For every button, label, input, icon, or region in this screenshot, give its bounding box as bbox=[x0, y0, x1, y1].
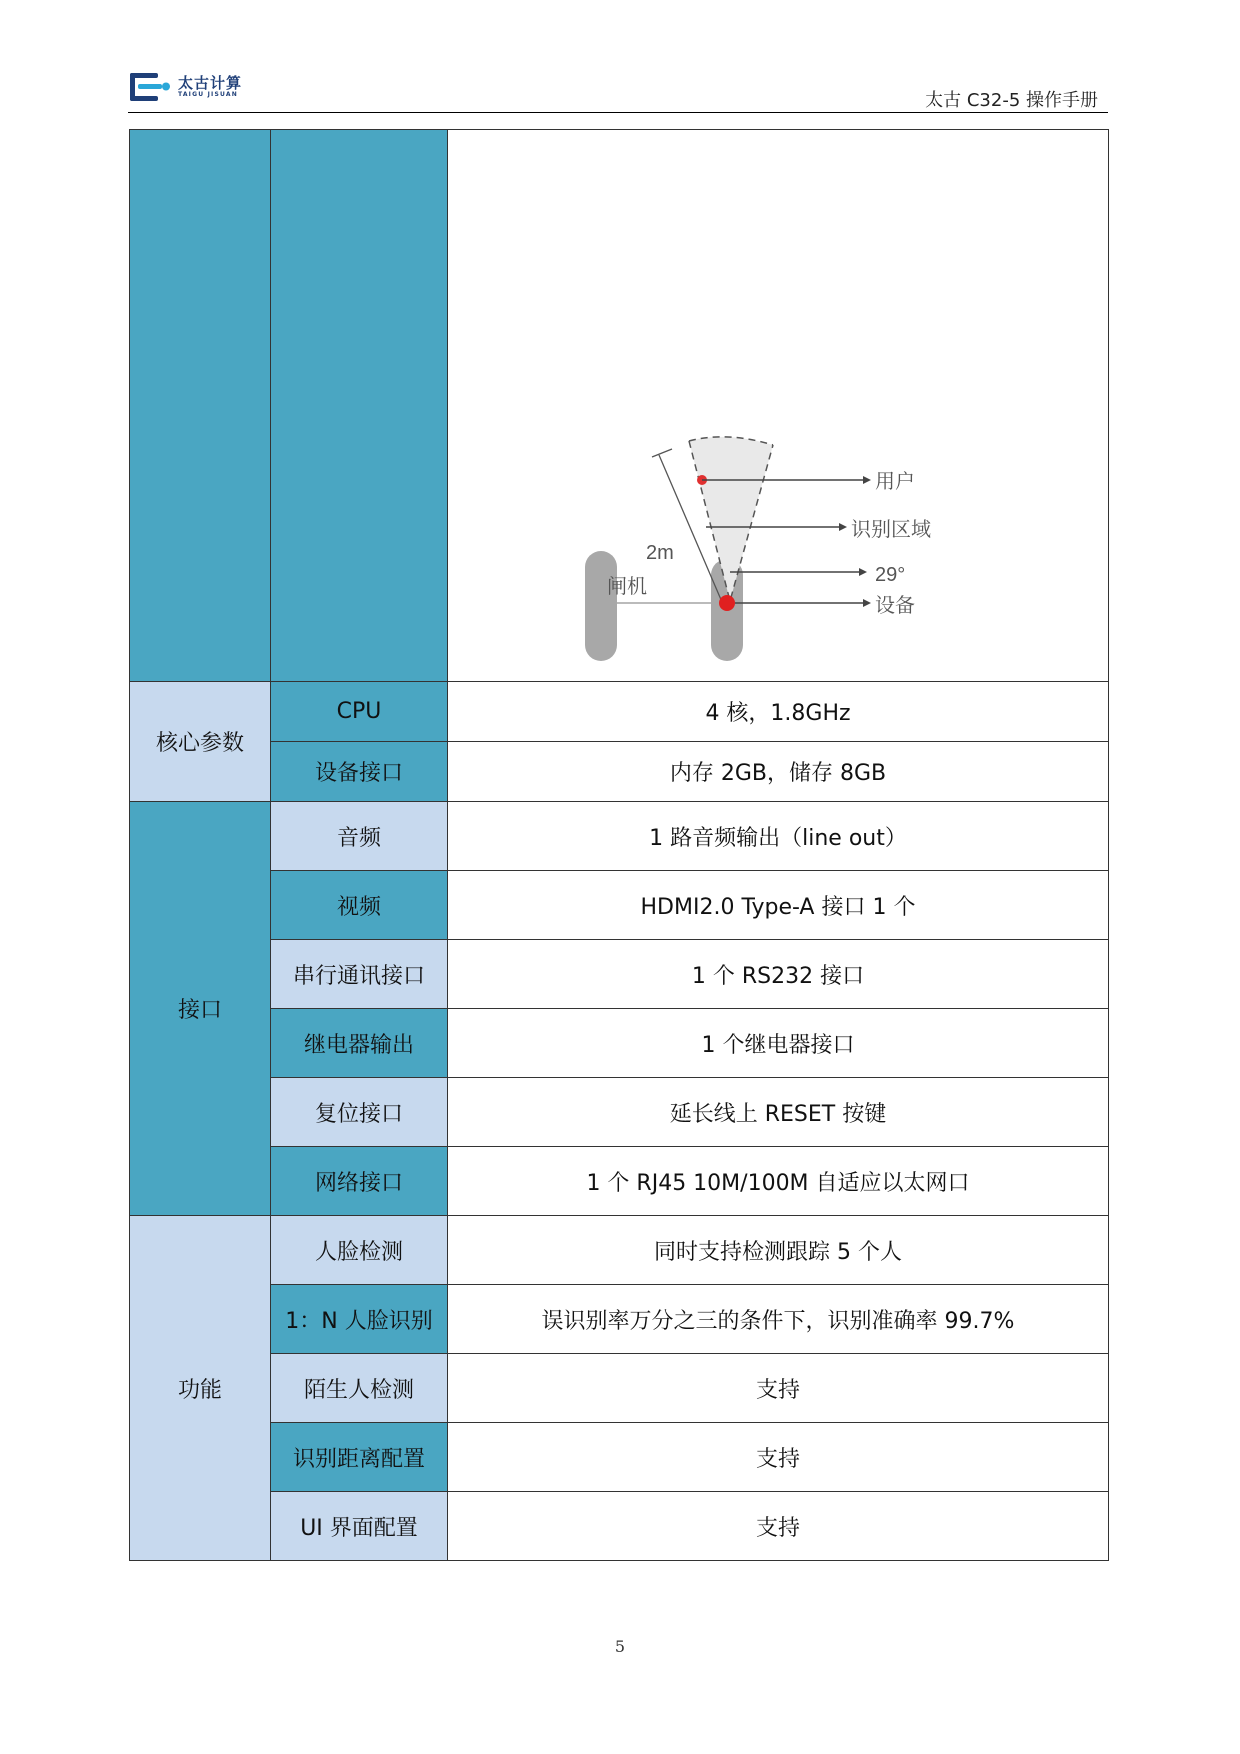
table-row bbox=[130, 940, 1109, 1009]
page-number: 5 bbox=[614, 1637, 626, 1656]
table-row bbox=[130, 742, 1109, 802]
row-label: UI 界面配置 bbox=[271, 1492, 448, 1561]
row-value: HDMI2.0 Type-A 接口 1 个 bbox=[448, 871, 1109, 940]
row-value: 1 路音频输出（line out） bbox=[448, 802, 1109, 871]
distance-label: 2m bbox=[645, 541, 674, 564]
recognition-zone-fill bbox=[689, 436, 773, 600]
gate-label: 闸机 bbox=[606, 573, 647, 598]
diagram-label-cell bbox=[271, 130, 448, 682]
user-label: 用户 bbox=[874, 468, 915, 493]
recognition-zone-diagram bbox=[449, 131, 1108, 681]
row-value: 支持 bbox=[448, 1354, 1109, 1423]
diagram-group-cell bbox=[130, 130, 271, 682]
row-value: 1 个 RJ45 10M/100M 自适应以太网口 bbox=[448, 1147, 1109, 1216]
page-header bbox=[128, 62, 1108, 113]
logo-icon bbox=[128, 70, 174, 104]
angle-label: 29° bbox=[874, 563, 905, 586]
logo-text-cn: 太古计算 bbox=[178, 74, 243, 92]
row-label: 识别距离配置 bbox=[271, 1423, 448, 1492]
gate-shape bbox=[585, 551, 617, 661]
row-label: 继电器输出 bbox=[271, 1009, 448, 1078]
row-label: 人脸检测 bbox=[271, 1216, 448, 1285]
group-cell-interfaces: 接口 bbox=[130, 802, 271, 1216]
row-value: 1 个继电器接口 bbox=[448, 1009, 1109, 1078]
group-cell-core-params: 核心参数 bbox=[130, 682, 271, 802]
row-label: 音频 bbox=[271, 802, 448, 871]
table-row bbox=[130, 1492, 1109, 1561]
device-dot bbox=[719, 595, 735, 611]
row-value: 支持 bbox=[448, 1492, 1109, 1561]
spec-table bbox=[129, 129, 1109, 1561]
table-row bbox=[130, 1354, 1109, 1423]
row-value: 1 个 RS232 接口 bbox=[448, 940, 1109, 1009]
row-label: 设备接口 bbox=[271, 742, 448, 802]
table-row bbox=[130, 682, 1109, 742]
row-value: 4 核，1.8GHz bbox=[448, 682, 1109, 742]
row-value: 同时支持检测跟踪 5 个人 bbox=[448, 1216, 1109, 1285]
logo-text-en: TAIGU JISUAN bbox=[178, 91, 238, 98]
row-label: 串行通讯接口 bbox=[271, 940, 448, 1009]
row-label: 1：N 人脸识别 bbox=[271, 1285, 448, 1354]
row-label: 网络接口 bbox=[271, 1147, 448, 1216]
row-value: 支持 bbox=[448, 1423, 1109, 1492]
row-value: 延长线上 RESET 按键 bbox=[448, 1078, 1109, 1147]
table-row bbox=[130, 1078, 1109, 1147]
group-cell-functions: 功能 bbox=[130, 1216, 271, 1561]
table-row bbox=[130, 1009, 1109, 1078]
zone-arrow bbox=[839, 523, 847, 531]
diagram-cell bbox=[448, 130, 1109, 682]
document-title: 太古 C32-5 操作手册 bbox=[925, 90, 1098, 111]
table-row bbox=[130, 1285, 1109, 1354]
zone-label: 识别区域 bbox=[850, 516, 931, 541]
row-label: 陌生人检测 bbox=[271, 1354, 448, 1423]
device-label: 设备 bbox=[874, 592, 915, 617]
distance-tick bbox=[652, 449, 672, 457]
row-label: 视频 bbox=[271, 871, 448, 940]
diagram-row bbox=[130, 130, 1109, 682]
row-label: 复位接口 bbox=[271, 1078, 448, 1147]
table-row bbox=[130, 1423, 1109, 1492]
angle-arrow bbox=[859, 568, 867, 576]
device-arrow bbox=[863, 599, 871, 607]
table-row bbox=[130, 1216, 1109, 1285]
table-row bbox=[130, 802, 1109, 871]
company-logo bbox=[128, 70, 242, 104]
table-row bbox=[130, 1147, 1109, 1216]
row-value: 内存 2GB，储存 8GB bbox=[448, 742, 1109, 802]
user-arrow bbox=[863, 476, 871, 484]
row-label: CPU bbox=[271, 682, 448, 742]
table-row bbox=[130, 871, 1109, 940]
row-value: 误识别率万分之三的条件下，识别准确率 99.7% bbox=[448, 1285, 1109, 1354]
